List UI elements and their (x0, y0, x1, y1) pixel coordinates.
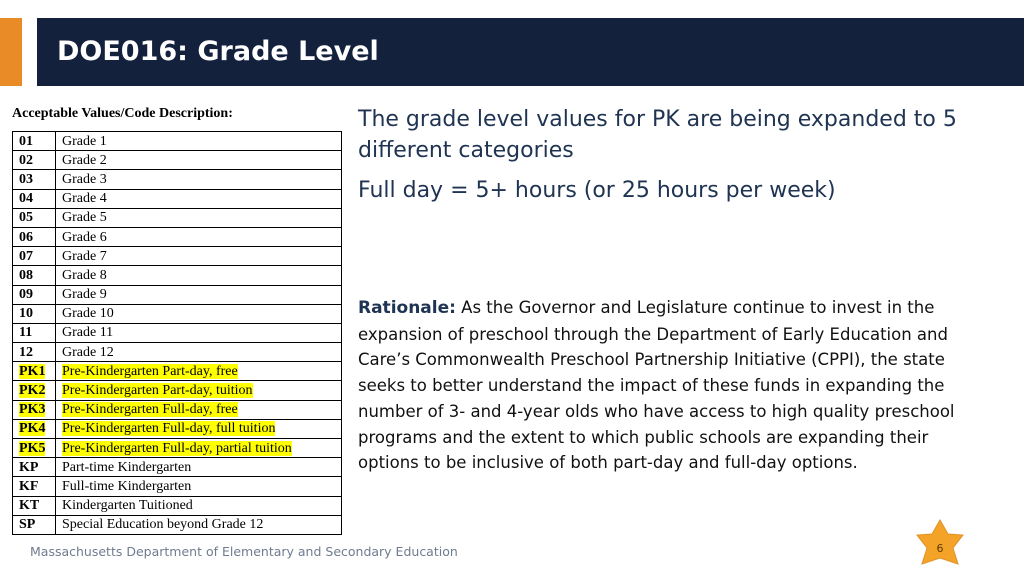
description-value: Grade 9 (62, 287, 107, 303)
footer-org: Massachusetts Department of Elementary and Secondary Education (30, 544, 458, 559)
rationale-label: Rationale: (358, 298, 456, 318)
description-value: Pre-Kindergarten Full-day, partial tuition (62, 440, 292, 456)
description-value: Special Education beyond Grade 12 (62, 517, 264, 533)
description-value: Grade 6 (62, 229, 107, 245)
table-row (13, 323, 342, 342)
description-value: Grade 3 (62, 171, 107, 187)
code-cell (13, 208, 56, 227)
code-value: PK1 (19, 363, 46, 379)
table-row (13, 304, 342, 323)
code-value: 12 (19, 344, 33, 360)
description-value: Pre-Kindergarten Part-day, free (62, 363, 238, 379)
description-value: Grade 2 (62, 152, 107, 168)
full-day-definition: Full day = 5+ hours (or 25 hours per week) (358, 178, 836, 203)
code-value: PK3 (19, 402, 46, 418)
code-cell (13, 400, 56, 419)
page-number: 6 (936, 542, 944, 555)
description-value: Grade 4 (62, 191, 107, 207)
table-row (13, 247, 342, 266)
code-value: 06 (19, 229, 33, 245)
code-value: 10 (19, 306, 33, 322)
rationale-paragraph (358, 295, 988, 476)
table-row (13, 132, 342, 151)
code-cell (13, 419, 56, 438)
code-cell (13, 132, 56, 151)
code-cell (13, 323, 56, 342)
code-value: PK2 (19, 383, 46, 399)
code-value: 04 (19, 191, 33, 207)
intro-text-block (358, 104, 988, 206)
description-value: Grade 10 (62, 306, 114, 322)
table-row (13, 496, 342, 515)
code-cell (13, 458, 56, 477)
description-value: Grade 7 (62, 248, 107, 264)
description-value: Full-time Kindergarten (62, 478, 192, 494)
table-row (13, 477, 342, 496)
description-value: Grade 12 (62, 344, 114, 360)
table-row (13, 343, 342, 362)
code-value: 11 (19, 325, 33, 341)
code-cell (13, 362, 56, 381)
rationale-text: As the Governor and Legislature continue to invest in the expansion of preschool through the Department of Early Education and Care’s Commonwealth Preschool Partnership Initiative (CPPI), the state seeks to better understand the impact of these funds in expanding the number of 3- and 4-year olds who have access to high quality preschool programs and the extent to which public schools are expanding their options to be inclusive of both part-day and full-day options. (358, 298, 955, 473)
description-cell (56, 419, 342, 438)
description-cell (56, 496, 342, 515)
code-cell (13, 439, 56, 458)
table-caption: Acceptable Values/Code Description: (12, 106, 233, 121)
description-value: Kindergarten Tuitioned (62, 498, 193, 514)
description-value: Grade 5 (62, 210, 107, 226)
code-value: 08 (19, 267, 33, 283)
table-row (13, 362, 342, 381)
code-cell (13, 477, 56, 496)
code-value: KF (19, 478, 39, 494)
table-row (13, 515, 342, 534)
code-cell (13, 304, 56, 323)
slide-title: DOE016: Grade Level (57, 36, 379, 67)
table-row (13, 227, 342, 246)
code-value: KT (19, 498, 40, 514)
code-value: 01 (19, 133, 33, 149)
table-row (13, 208, 342, 227)
table-row (13, 170, 342, 189)
table-row (13, 439, 342, 458)
code-cell (13, 227, 56, 246)
description-cell (56, 400, 342, 419)
code-cell (13, 266, 56, 285)
description-value: Grade 11 (62, 325, 114, 341)
description-cell (56, 362, 342, 381)
table-row (13, 285, 342, 304)
table-row (13, 151, 342, 170)
code-cell (13, 285, 56, 304)
description-cell (56, 343, 342, 362)
table-row (13, 400, 342, 419)
code-cell (13, 151, 56, 170)
description-cell (56, 151, 342, 170)
description-cell (56, 247, 342, 266)
table-row (13, 381, 342, 400)
code-cell (13, 189, 56, 208)
description-cell (56, 304, 342, 323)
code-cell (13, 170, 56, 189)
description-value: Part-time Kindergarten (62, 459, 192, 475)
code-value: KP (19, 459, 39, 475)
code-cell (13, 515, 56, 534)
description-cell (56, 285, 342, 304)
code-value: 09 (19, 287, 33, 303)
code-cell (13, 496, 56, 515)
code-cell (13, 381, 56, 400)
description-cell (56, 515, 342, 534)
table-row (13, 189, 342, 208)
code-value: PK4 (19, 421, 46, 437)
description-value: Pre-Kindergarten Full-day, free (62, 402, 238, 418)
title-bar (37, 18, 1024, 86)
description-cell (56, 381, 342, 400)
intro-paragraph: The grade level values for PK are being expanded to 5 different categories (358, 107, 957, 163)
description-cell (56, 439, 342, 458)
description-cell (56, 189, 342, 208)
code-value: 05 (19, 210, 33, 226)
description-cell (56, 227, 342, 246)
table-row (13, 266, 342, 285)
description-cell (56, 170, 342, 189)
description-value: Pre-Kindergarten Full-day, full tuition (62, 421, 276, 437)
table-row (13, 458, 342, 477)
code-value: PK5 (19, 440, 46, 456)
code-value: 03 (19, 171, 33, 187)
code-cell (13, 343, 56, 362)
code-value: SP (19, 517, 36, 533)
code-value: 07 (19, 248, 33, 264)
description-cell (56, 323, 342, 342)
description-cell (56, 477, 342, 496)
description-cell (56, 132, 342, 151)
code-cell (13, 247, 56, 266)
description-value: Pre-Kindergarten Part-day, tuition (62, 383, 253, 399)
accent-bar (0, 18, 22, 86)
description-cell (56, 458, 342, 477)
description-cell (56, 266, 342, 285)
grade-level-table (12, 131, 342, 535)
description-value: Grade 8 (62, 267, 107, 283)
description-cell (56, 208, 342, 227)
table-row (13, 419, 342, 438)
code-value: 02 (19, 152, 33, 168)
description-value: Grade 1 (62, 133, 107, 149)
